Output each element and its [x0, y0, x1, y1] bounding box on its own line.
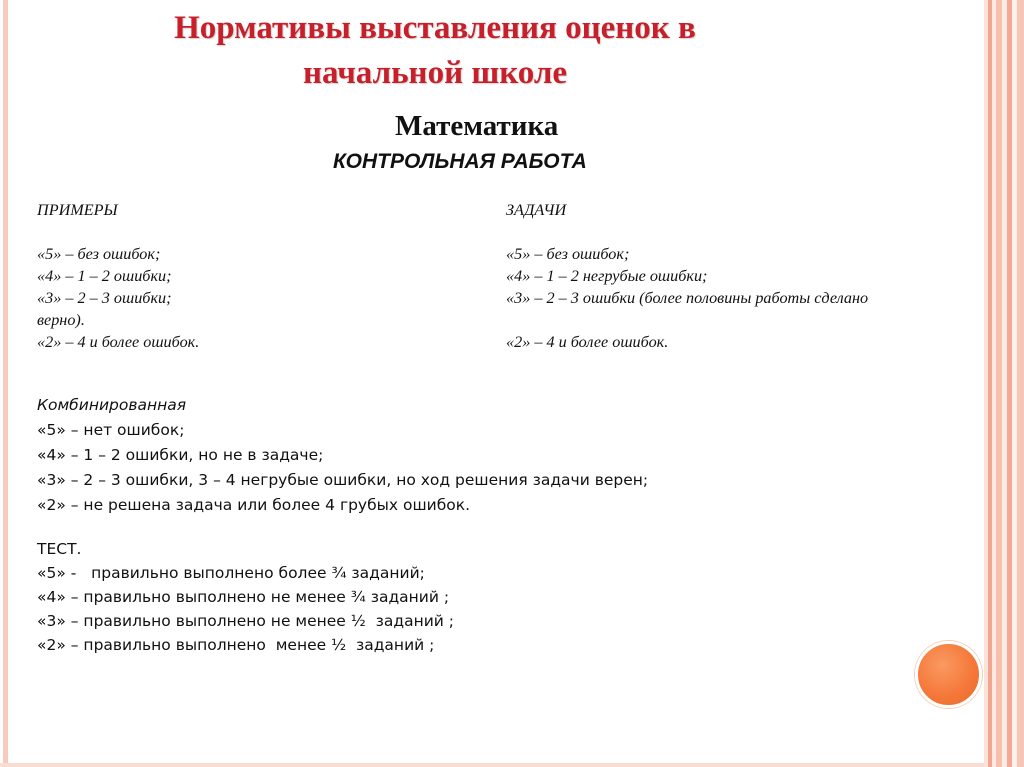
- slide-title: [40, 6, 830, 96]
- left-border-line: [3, 0, 8, 767]
- combined-line-grade-3: «3» – 2 – 3 ошибки, 3 – 4 негрубые ошибки, но ход решения задачи верен;: [37, 471, 649, 489]
- tasks-line-grade-4: «4» – 1 – 2 негрубые ошибки;: [506, 267, 708, 285]
- tasks-line-grade-3: «3» – 2 – 3 ошибки (более половины работы сделано: [506, 289, 869, 307]
- spacer: [506, 221, 986, 243]
- tasks-column: [506, 199, 986, 353]
- examples-line-grade-4: «4» – 1 – 2 ошибки;: [37, 267, 172, 285]
- spacer: [37, 221, 477, 243]
- test-section: [37, 537, 917, 657]
- subject-heading: Математика: [395, 110, 559, 142]
- examples-line-grade-5: «5» – без ошибок;: [37, 245, 161, 263]
- slide-title-line-1: Нормативы выставления оценок в: [174, 10, 696, 46]
- combined-line-grade-2: «2» – не решена задача или более 4 грубых ошибок.: [37, 496, 471, 514]
- examples-line-grade-3: «3» – 2 – 3 ошибки;: [37, 289, 172, 307]
- test-line-grade-2: «2» – правильно выполнено менее ½ заданий ;: [37, 636, 435, 654]
- bottom-border-line: [0, 763, 1024, 767]
- tasks-line-grade-5: «5» – без ошибок;: [506, 245, 630, 263]
- tasks-heading: ЗАДАЧИ: [506, 201, 567, 219]
- combined-section: [37, 393, 917, 518]
- combined-heading: Комбинированная: [37, 396, 187, 414]
- tasks-line-grade-2: «2» – 4 и более ошибок.: [506, 333, 669, 351]
- test-line-grade-4: «4» – правильно выполнено не менее ¾ заданий ;: [37, 588, 450, 606]
- tasks-line-blank: [506, 309, 986, 331]
- test-line-grade-5: «5» - правильно выполнено более ¾ заданий;: [37, 564, 425, 582]
- decorative-side-stripes: [984, 0, 1024, 767]
- test-line-grade-3: «3» – правильно выполнено не менее ½ заданий ;: [37, 612, 455, 630]
- test-heading: ТЕСТ.: [37, 540, 82, 558]
- work-type-heading: КОНТРОЛЬНАЯ РАБОТА: [333, 150, 587, 173]
- combined-line-grade-4: «4» – 1 – 2 ошибки, но не в задаче;: [37, 446, 324, 464]
- examples-column: [37, 199, 477, 353]
- slide-title-line-2: начальной школе: [303, 55, 567, 91]
- examples-line-grade-2: «2» – 4 и более ошибок.: [37, 333, 200, 351]
- examples-line-continuation: верно).: [37, 311, 85, 329]
- examples-heading: ПРИМЕРЫ: [37, 201, 118, 219]
- decorative-orange-circle: [915, 641, 982, 708]
- combined-line-grade-5: «5» – нет ошибок;: [37, 421, 185, 439]
